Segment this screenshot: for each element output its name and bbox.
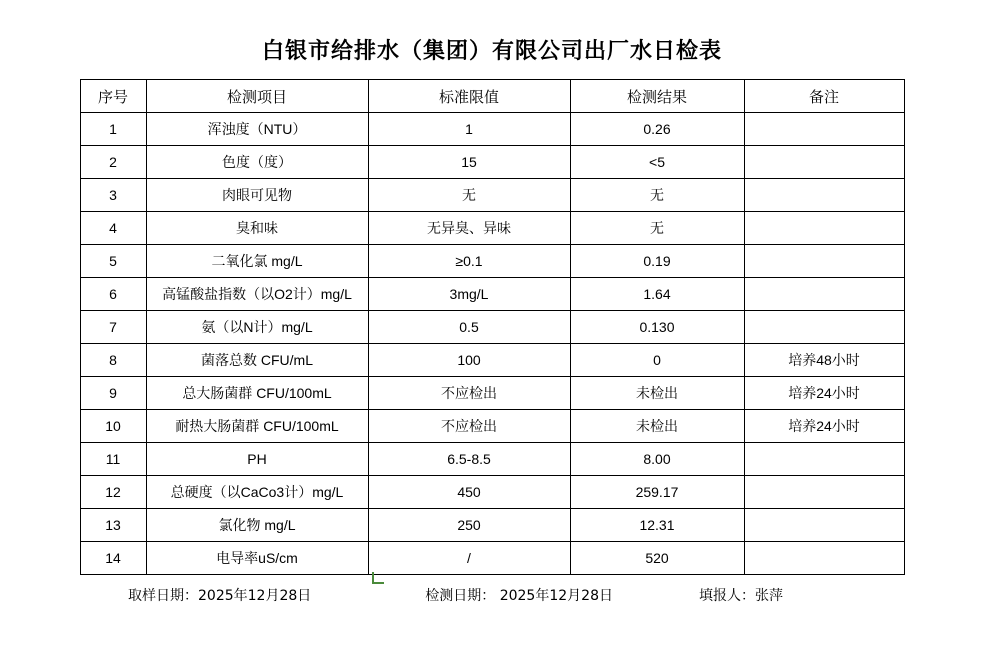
cell-limit: 450	[368, 476, 570, 509]
cell-result: 无	[570, 212, 744, 245]
cell-no: 5	[80, 245, 146, 278]
cell-note	[744, 311, 904, 344]
cell-note	[744, 146, 904, 179]
table-row	[80, 509, 904, 542]
table-row	[80, 344, 904, 377]
header-limit: 标准限值	[368, 80, 570, 113]
filler-name: 填报人：张萍	[698, 588, 783, 604]
cell-note	[744, 113, 904, 146]
cell-no: 6	[80, 278, 146, 311]
cell-limit: 1	[368, 113, 570, 146]
cell-no: 2	[80, 146, 146, 179]
cell-limit: ≥0.1	[368, 245, 570, 278]
footer	[80, 575, 904, 605]
cell-item: 浑浊度（NTU）	[146, 113, 368, 146]
cell-note: 培养24小时	[744, 377, 904, 410]
cell-item: 肉眼可见物	[146, 179, 368, 212]
corner-marker	[372, 572, 384, 584]
cell-limit: 6.5-8.5	[368, 443, 570, 476]
cell-result: 12.31	[570, 509, 744, 542]
table-row	[80, 113, 904, 146]
table-row	[80, 311, 904, 344]
cell-limit: 无异臭、异味	[368, 212, 570, 245]
cell-limit: 3mg/L	[368, 278, 570, 311]
cell-note	[744, 245, 904, 278]
cell-no: 9	[80, 377, 146, 410]
cell-no: 10	[80, 410, 146, 443]
cell-result: 无	[570, 179, 744, 212]
cell-no: 12	[80, 476, 146, 509]
cell-item: 氯化物 mg/L	[146, 509, 368, 542]
table-row	[80, 542, 904, 575]
cell-no: 8	[80, 344, 146, 377]
sample-date: 取样日期：2025年12月28日	[128, 588, 312, 604]
table-row	[80, 179, 904, 212]
cell-no: 14	[80, 542, 146, 575]
cell-item: 高锰酸盐指数（以O2计）mg/L	[146, 278, 368, 311]
table-row	[80, 377, 904, 410]
table-row	[80, 146, 904, 179]
table-row	[80, 410, 904, 443]
page-title: 白银市给排水（集团）有限公司出厂水日检表	[261, 39, 722, 64]
cell-item: 电导率uS/cm	[146, 542, 368, 575]
cell-limit: 100	[368, 344, 570, 377]
cell-result: 未检出	[570, 410, 744, 443]
cell-result: 0	[570, 344, 744, 377]
cell-result: 259.17	[570, 476, 744, 509]
cell-result: 0.26	[570, 113, 744, 146]
table-row	[80, 278, 904, 311]
cell-no: 11	[80, 443, 146, 476]
table-row	[80, 476, 904, 509]
cell-item: 臭和味	[146, 212, 368, 245]
cell-result: <5	[570, 146, 744, 179]
cell-item: 色度（度）	[146, 146, 368, 179]
cell-item: 氨（以N计）mg/L	[146, 311, 368, 344]
cell-result: 0.19	[570, 245, 744, 278]
cell-note: 培养48小时	[744, 344, 904, 377]
cell-no: 1	[80, 113, 146, 146]
cell-limit: 250	[368, 509, 570, 542]
cell-note	[744, 476, 904, 509]
cell-limit: 不应检出	[368, 410, 570, 443]
table-header	[80, 80, 904, 113]
water-quality-table	[80, 79, 905, 575]
header-note: 备注	[744, 80, 904, 113]
cell-limit: 无	[368, 179, 570, 212]
cell-result: 520	[570, 542, 744, 575]
table-row	[80, 212, 904, 245]
header-result: 检测结果	[570, 80, 744, 113]
header-item: 检测项目	[146, 80, 368, 113]
cell-note: 培养24小时	[744, 410, 904, 443]
cell-note	[744, 443, 904, 476]
cell-item: 二氧化氯 mg/L	[146, 245, 368, 278]
table-body	[80, 113, 904, 575]
table-header-row	[80, 80, 904, 113]
cell-item: PH	[146, 443, 368, 476]
cell-item: 总硬度（以CaCo3计）mg/L	[146, 476, 368, 509]
header-no: 序号	[80, 80, 146, 113]
cell-result: 1.64	[570, 278, 744, 311]
cell-no: 13	[80, 509, 146, 542]
cell-item: 耐热大肠菌群 CFU/100mL	[146, 410, 368, 443]
cell-limit: 15	[368, 146, 570, 179]
table-row	[80, 245, 904, 278]
cell-result: 未检出	[570, 377, 744, 410]
cell-no: 7	[80, 311, 146, 344]
cell-note	[744, 212, 904, 245]
cell-note	[744, 542, 904, 575]
cell-note	[744, 179, 904, 212]
cell-limit: 0.5	[368, 311, 570, 344]
cell-item: 菌落总数 CFU/mL	[146, 344, 368, 377]
cell-limit: 不应检出	[368, 377, 570, 410]
cell-result: 8.00	[570, 443, 744, 476]
cell-limit: /	[368, 542, 570, 575]
cell-no: 4	[80, 212, 146, 245]
cell-note	[744, 278, 904, 311]
cell-note	[744, 509, 904, 542]
cell-no: 3	[80, 179, 146, 212]
test-date: 检测日期： 2025年12月28日	[425, 588, 613, 604]
cell-result: 0.130	[570, 311, 744, 344]
cell-item: 总大肠菌群 CFU/100mL	[146, 377, 368, 410]
table-row	[80, 443, 904, 476]
